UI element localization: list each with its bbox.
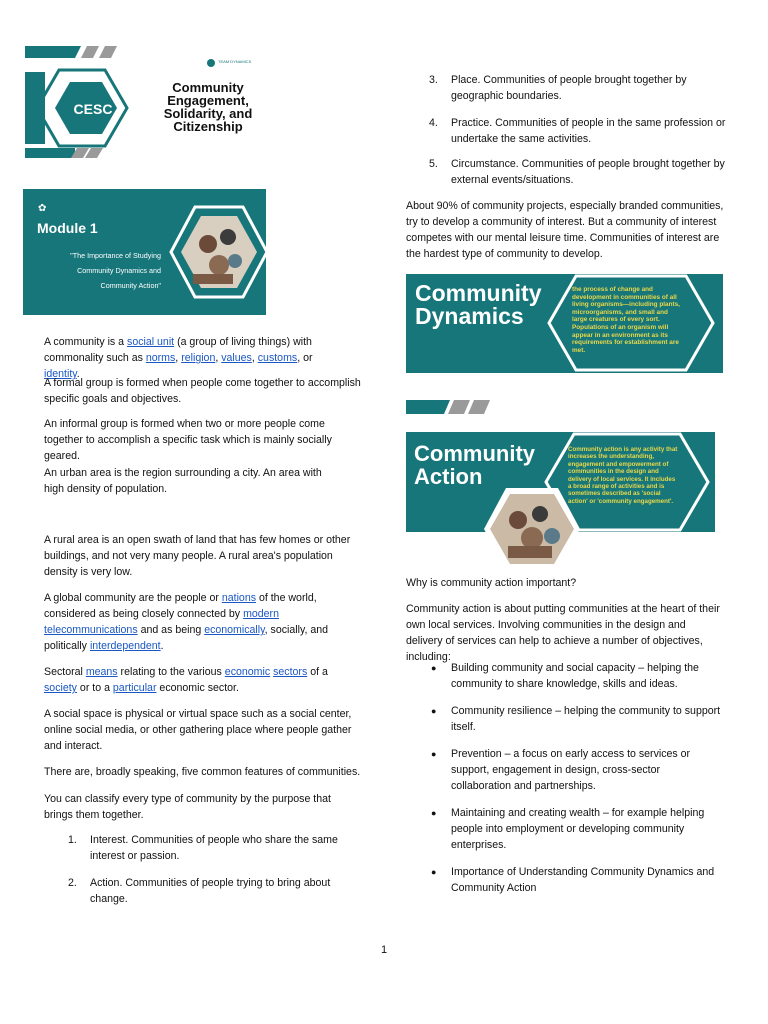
list-item-text: Action. Communities of people trying to bring about change. <box>90 877 331 905</box>
informal-group-paragraph: An informal group is formed when two or more people come together to accomplish a specific task which is mainly socially geared. <box>44 418 332 462</box>
text-run: , <box>175 352 182 364</box>
cesc-header-graphic <box>25 44 280 160</box>
list-number: 1. <box>68 834 77 846</box>
text-run: A community is a <box>44 336 128 348</box>
interest-community-paragraph: About 90% of community projects, especially branded communities, try to develop a community of interest. But a community of interest competes with our mental leisure time. Communities of interest are the hardest type of community to develop. <box>406 200 724 260</box>
link-norms[interactable]: norms <box>145 352 176 364</box>
text-run: . <box>76 368 80 380</box>
text-run: , <box>215 352 222 364</box>
list-item-text: Building community and social capacity – helping the community to share knowledge, skills and ideas. <box>451 662 699 690</box>
rural-area-paragraph: A rural area is an open swath of land that has few homes or other buildings, and not very many people. A rural area's population density is very low. <box>44 534 351 578</box>
list-item-text: Importance of Understanding Community Dynamics and Community Action <box>451 866 715 894</box>
list-item-text: Community resilience – helping the community to support itself. <box>451 705 721 733</box>
formal-group-paragraph: A formal group is formed when people come together to accomplish specific goals and objectives. <box>44 377 361 405</box>
sectoral-paragraph <box>44 664 334 696</box>
module-subtitle-line: Community Action" <box>100 281 161 290</box>
gear-icon: ✿ <box>38 203 47 214</box>
module-subtitle-line: "The Importance of Studying <box>70 251 161 260</box>
module-subtitle-line: Community Dynamics and <box>77 266 161 275</box>
list-item-text: Circumstance. Communities of people brought together by external events/situations. <box>451 158 725 186</box>
text-run: of a <box>307 666 328 678</box>
list-item-text: Place. Communities of people brought together by geographic boundaries. <box>451 74 687 102</box>
features-paragraph: There are, broadly speaking, five common features of communities. <box>44 766 361 778</box>
link-social-unit[interactable]: social unit <box>127 336 175 348</box>
global-community-paragraph <box>44 590 356 654</box>
list-item <box>429 156 726 188</box>
list-item-text: Interest. Communities of people who share the same interest or passion. <box>90 834 338 862</box>
link-economically[interactable]: economically <box>204 624 265 636</box>
text-run: . <box>160 640 164 652</box>
link-identity[interactable]: identity <box>44 368 77 380</box>
link-modern[interactable]: modern <box>243 608 279 620</box>
list-item <box>429 115 726 147</box>
community-action-paragraph: Community action is about putting communities at the heart of their own local services. Involving communities in the design and delivery of services can help to achieve a number of objectives, including: <box>406 603 720 663</box>
header-title-line: Solidarity, and <box>163 106 253 121</box>
list-number: 2. <box>68 877 77 889</box>
bullet-icon: ● <box>431 749 437 759</box>
text-run: , socially, and politically <box>44 624 329 652</box>
text-run: A global community are the people or <box>44 592 222 604</box>
list-item <box>431 805 713 853</box>
community-photo <box>482 486 582 572</box>
text-run: Sectoral <box>44 666 86 678</box>
link-particular[interactable]: particular <box>112 682 157 694</box>
header-title-line: Engagement, <box>167 93 249 108</box>
list-item <box>68 832 352 864</box>
dynamics-title <box>415 282 542 328</box>
dynamics-definition: the process of change and development in communities of all living organisms—including plants, microorganisms, and small and large creatures of every sort. Populations of an organism will appear in an environment as its requirements for establishment are met. <box>572 286 680 354</box>
why-question: Why is community action important? <box>406 577 577 589</box>
bullet-icon: ● <box>431 867 437 877</box>
bullet-icon: ● <box>431 808 437 818</box>
text-run: or to a <box>76 682 113 694</box>
module-banner <box>23 189 266 315</box>
list-item <box>68 875 352 907</box>
dynamics-title-line: Community <box>415 280 542 306</box>
bullet-icon: ● <box>431 706 437 716</box>
text-run: relating to the various <box>117 666 225 678</box>
link-telecommunications[interactable]: telecommunications <box>44 624 138 636</box>
list-item <box>431 746 723 794</box>
list-item <box>429 72 726 104</box>
link-customs[interactable]: customs <box>257 352 298 364</box>
list-item <box>431 660 723 692</box>
link-religion[interactable]: religion <box>181 352 216 364</box>
module-title: Module 1 <box>37 220 98 236</box>
header-title <box>143 81 273 133</box>
link-values[interactable]: values <box>221 352 252 364</box>
page-number: 1 <box>380 944 388 956</box>
link-economic[interactable]: economic <box>224 666 271 678</box>
social-space-paragraph: A social space is physical or virtual space such as a social center, online social media, or other gathering place where people gather and interact. <box>44 708 352 752</box>
action-title-line: Action <box>414 464 483 489</box>
text-run: , <box>251 352 258 364</box>
text-run: economic sector. <box>156 682 239 694</box>
module-subtitle <box>31 248 161 293</box>
list-item <box>431 864 723 896</box>
bullet-icon: ● <box>431 663 437 673</box>
action-title <box>414 442 535 488</box>
link-society[interactable]: society <box>44 682 77 694</box>
link-interdependent[interactable]: interdependent <box>89 640 161 652</box>
classify-paragraph: You can classify every type of community by the purpose that brings them together. <box>44 793 331 821</box>
action-title-line: Community <box>414 441 535 466</box>
list-number: 5. <box>429 158 438 170</box>
action-definition: Community action is any activity that increases the understanding, engagement and empowerment of communities in the design and delivery of local services. It includes a broad range of activities and is sometimes described as 'social action' or 'community engagement'. <box>568 446 678 505</box>
dynamics-title-line: Dynamics <box>415 303 524 329</box>
link-nations[interactable]: nations <box>221 592 257 604</box>
link-sectors[interactable]: sectors <box>273 666 308 678</box>
list-item-text: Prevention – a focus on early access to services or support, engagement in design, cross-sector collaboration and partnerships. <box>451 748 691 792</box>
list-number: 4. <box>429 117 438 129</box>
list-item-text: Practice. Communities of people in the same profession or undertake the same activities. <box>451 117 726 145</box>
list-number: 3. <box>429 74 438 86</box>
cesc-logo-text: CESC <box>73 101 113 117</box>
urban-area-paragraph: An urban area is the region surrounding a city. An area with high density of population. <box>44 467 322 495</box>
header-title-line: Citizenship <box>173 119 243 134</box>
brand-small-text: TEAM DYNAMICS <box>218 59 252 64</box>
text-run: of the world, considered as being closely connected by <box>44 592 317 620</box>
community-dynamics-banner <box>406 274 723 373</box>
link-means[interactable]: means <box>85 666 118 678</box>
separator-stripes <box>406 400 526 414</box>
text-run: , or <box>297 352 313 364</box>
text-run: (a group of living things) with commonality such as <box>44 336 312 364</box>
list-item <box>431 703 723 735</box>
header-title-line: Community <box>172 80 244 95</box>
text-run: and as being <box>137 624 205 636</box>
list-item-text: Maintaining and creating wealth – for example helping people into employment or developing community enterprises. <box>451 807 705 851</box>
